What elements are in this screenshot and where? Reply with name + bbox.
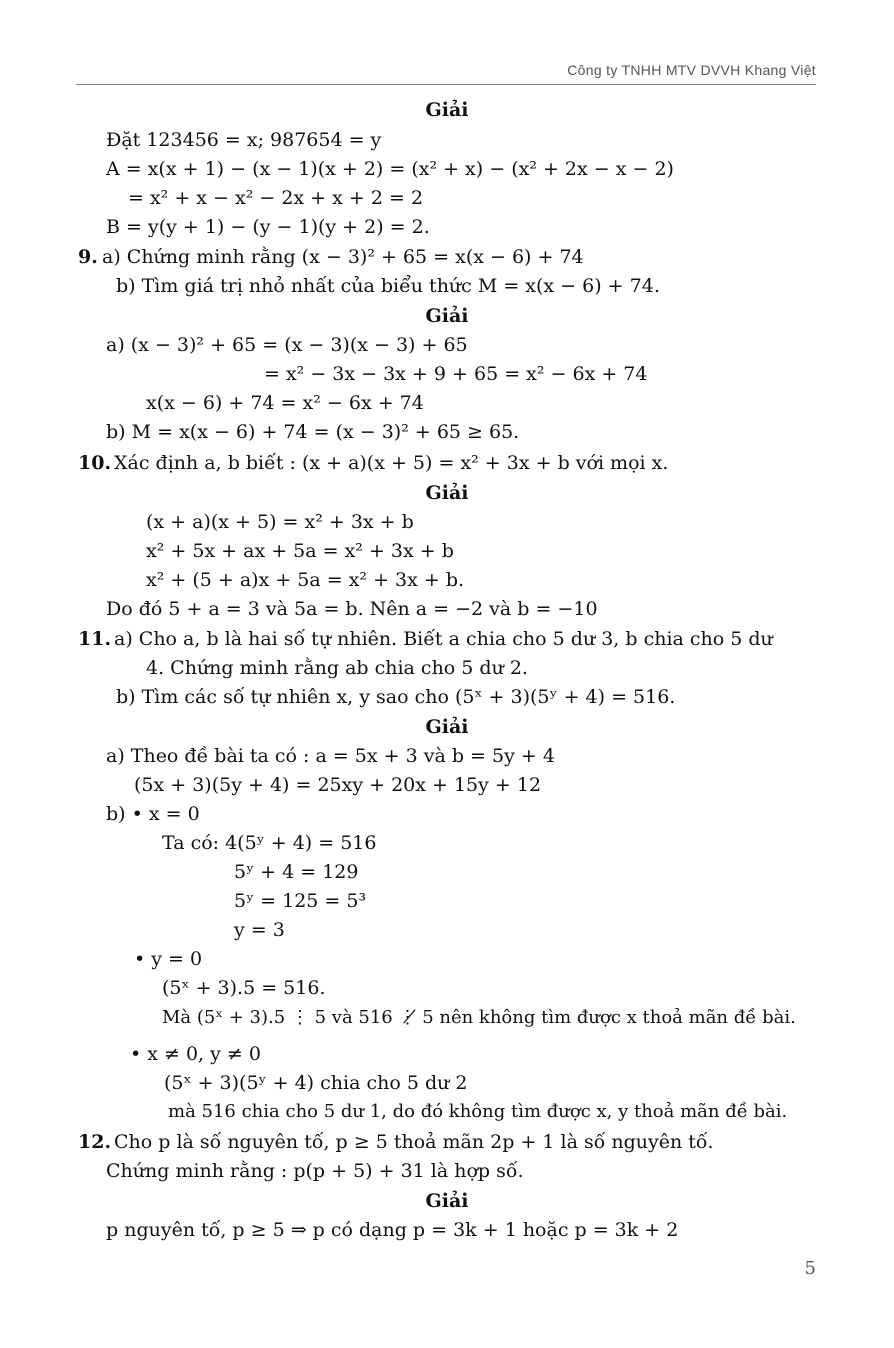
problem-text: Chứng minh rằng : p(p + 5) + 31 là hợp số. — [106, 1160, 524, 1182]
text-line: y = 3 — [234, 919, 285, 941]
text-line: • x ≠ 0, y ≠ 0 — [130, 1043, 261, 1065]
problem-number: 10. — [78, 452, 112, 474]
problem-text: Cho p là số nguyên tố, p ≥ 5 thoả mãn 2p + 1 là số nguyên tố. — [114, 1131, 714, 1153]
text-line: Ta có: 4(5ʸ + 4) = 516 — [162, 832, 377, 854]
solution-heading: Giải — [425, 482, 469, 504]
text-line: (x + a)(x + 5) = x² + 3x + b — [146, 511, 414, 533]
problem-text: 4. Chứng minh rằng ab chia cho 5 dư 2. — [146, 657, 528, 679]
text-line: p nguyên tố, p ≥ 5 ⇒ p có dạng p = 3k + 1 hoặc p = 3k + 2 — [106, 1219, 679, 1241]
solution-heading: Giải — [425, 1190, 469, 1212]
text-line: x² + 5x + ax + 5a = x² + 3x + b — [146, 540, 454, 562]
text-line: 5ʸ = 125 = 5³ — [234, 890, 367, 912]
problem-number: 9. — [78, 246, 98, 268]
solution-heading: Giải — [425, 99, 469, 121]
text-line: Đặt 123456 = x; 987654 = y — [106, 129, 382, 151]
problem-number: 11. — [78, 628, 112, 650]
problem-text: b) Tìm giá trị nhỏ nhất của biểu thức M = x(x − 6) + 74. — [116, 275, 660, 297]
problem-number: 12. — [78, 1131, 112, 1153]
text-line: a) (x − 3)² + 65 = (x − 3)(x − 3) + 65 — [106, 334, 468, 356]
text-line: x² + (5 + a)x + 5a = x² + 3x + b. — [146, 569, 465, 591]
text-line: (5ˣ + 3).5 = 516. — [162, 977, 326, 999]
text-line: 5ʸ + 4 = 129 — [234, 861, 359, 883]
text-line: mà 516 chia cho 5 dư 1, do đó không tìm được x, y thoả mãn đề bài. — [168, 1101, 788, 1122]
text-line: • y = 0 — [134, 948, 203, 970]
text-line: b) M = x(x − 6) + 74 = (x − 3)² + 65 ≥ 65. — [106, 421, 520, 443]
text-line: (5x + 3)(5y + 4) = 25xy + 20x + 15y + 12 — [134, 774, 542, 796]
solution-heading: Giải — [425, 716, 469, 738]
problem-text: b) Tìm các số tự nhiên x, y sao cho (5ˣ + 3)(5ʸ + 4) = 516. — [116, 686, 676, 708]
page-number: 5 — [804, 1258, 816, 1279]
text-line: = x² − 3x − 3x + 9 + 65 = x² − 6x + 74 — [264, 363, 648, 385]
text-line: Do đó 5 + a = 3 và 5a = b. Nên a = −2 và b = −10 — [106, 598, 598, 620]
text-line: a) Theo đề bài ta có : a = 5x + 3 và b = 5y + 4 — [106, 745, 555, 767]
text-line: (5ˣ + 3)(5ʸ + 4) chia cho 5 dư 2 — [164, 1072, 468, 1094]
text-line: b) • x = 0 — [106, 803, 200, 825]
problem-text: a) Chứng minh rằng (x − 3)² + 65 = x(x − 6) + 74 — [102, 246, 584, 268]
problem-text: Xác định a, b biết : (x + a)(x + 5) = x² + 3x + b với mọi x. — [114, 452, 669, 474]
text-line: A = x(x + 1) − (x − 1)(x + 2) = (x² + x) − (x² + 2x − x − 2) — [106, 158, 674, 180]
header-rule — [76, 84, 816, 85]
text-line: x(x − 6) + 74 = x² − 6x + 74 — [146, 392, 424, 414]
text-line: Mà (5ˣ + 3).5 ⋮ 5 và 516 ⋮̸ 5 nên không tìm được x thoả mãn đề bài. — [162, 1007, 796, 1028]
running-header: Công ty TNHH MTV DVVH Khang Việt — [567, 62, 816, 78]
problem-text: a) Cho a, b là hai số tự nhiên. Biết a chia cho 5 dư 3, b chia cho 5 dư — [114, 628, 773, 650]
text-line: B = y(y + 1) − (y − 1)(y + 2) = 2. — [106, 216, 430, 238]
text-line: = x² + x − x² − 2x + x + 2 = 2 — [128, 187, 424, 209]
solution-heading: Giải — [425, 305, 469, 327]
